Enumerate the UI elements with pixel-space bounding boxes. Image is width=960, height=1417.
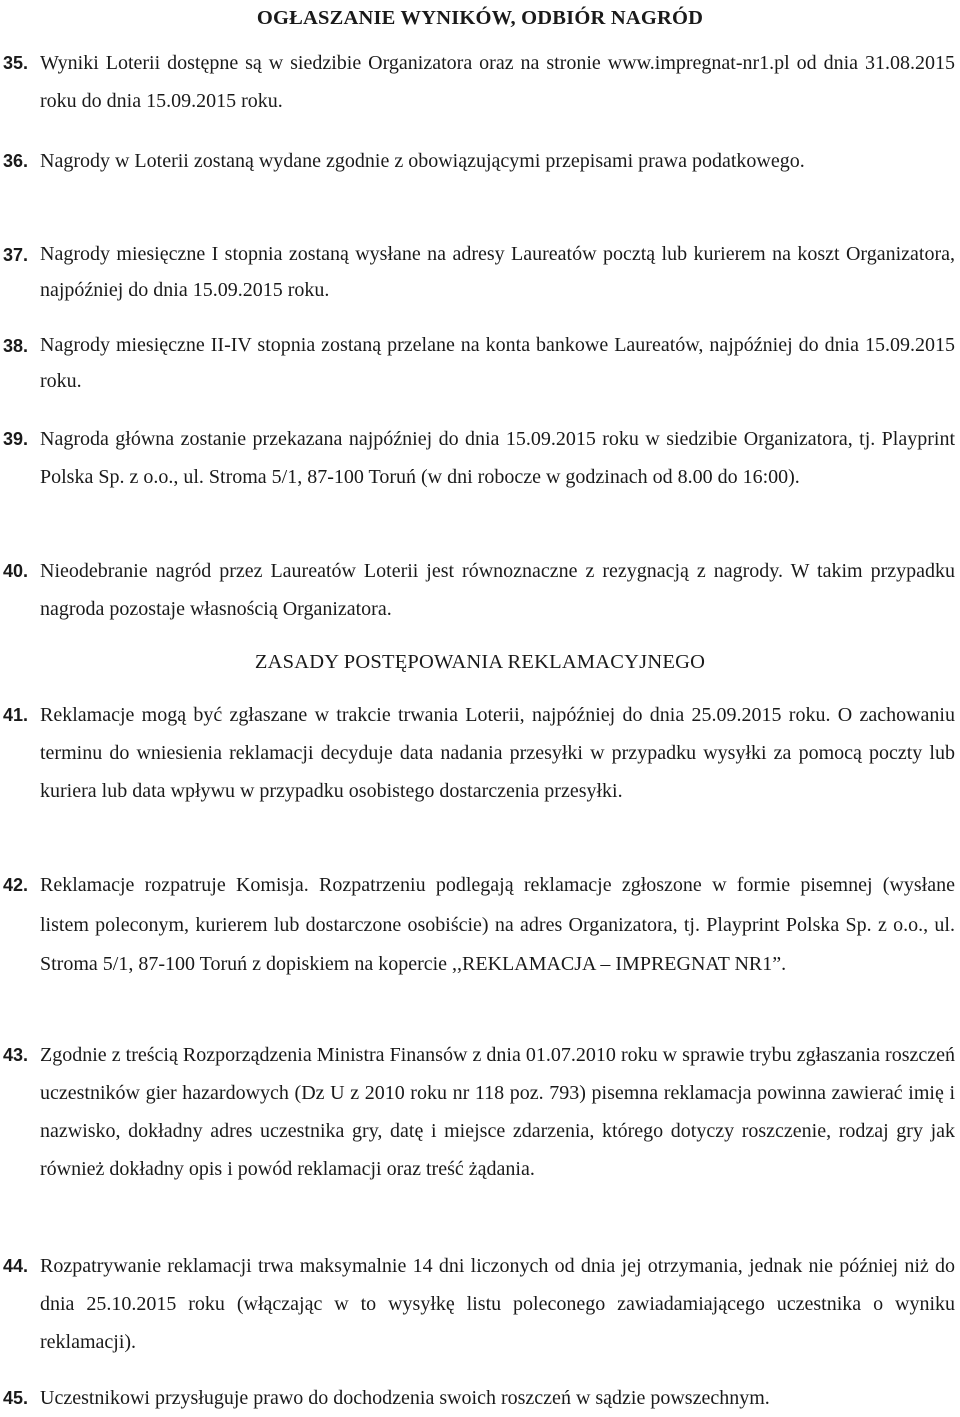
item-number: 36.: [3, 151, 29, 171]
list-item-40: [0, 552, 955, 628]
item-number: 45.: [3, 1388, 29, 1408]
list-item-37: [0, 236, 955, 308]
list-item-44: [0, 1247, 955, 1361]
item-number: 37.: [3, 245, 29, 265]
item-number: 40.: [3, 561, 29, 581]
list-item-45: [0, 1379, 955, 1417]
item-text: Nagrody miesięczne I stopnia zostaną wysłane na adresy Laureatów pocztą lub kurierem na koszt Organizatora, najpóźniej do dnia 15.09.2015 roku.: [40, 243, 955, 301]
item-number: 43.: [3, 1045, 29, 1065]
item-text: Reklamacje mogą być zgłaszane w trakcie trwania Loterii, najpóźniej do dnia 25.09.2015 roku. O zachowaniu terminu do wniesienia reklamacji decyduje data nadania przesyłki w przypadku wysyłki za pomocą poczty lub kuriera lub data wpływu w przypadku osobistego dostarczenia przesyłki.: [40, 704, 955, 802]
item-number: 35.: [3, 53, 29, 73]
item-number: 42.: [3, 875, 29, 895]
item-number: 41.: [3, 705, 29, 725]
list-item-42: [0, 866, 955, 985]
item-number: 44.: [3, 1256, 29, 1276]
item-number: 38.: [3, 336, 29, 356]
section-heading-results: OGŁASZANIE WYNIKÓW, ODBIÓR NAGRÓD: [256, 7, 704, 29]
item-text: Nagrody w Loterii zostaną wydane zgodnie z obowiązującymi przepisami prawa podatkowego.: [40, 150, 805, 172]
item-text: Nieodebranie nagród przez Laureatów Loterii jest równoznaczne z rezygnacją z nagrody. W takim przypadku nagroda pozostaje własnością Organizatora.: [40, 560, 955, 620]
section-heading-complaints: ZASADY POSTĘPOWANIA REKLAMACYJNEGO: [254, 651, 706, 673]
item-text: Zgodnie z treścią Rozporządzenia Ministra Finansów z dnia 01.07.2010 roku w sprawie trybu zgłaszania roszczeń uczestników gier hazardowych (Dz U z 2010 roku nr 118 poz. 793) pisemna reklamacja powinna zawierać imię i nazwisko, dokładny adres uczestnika gry, datę i miejsce zdarzenia, którego dotyczy roszczenie, rodzaj gry jak również dokładny opis i powód reklamacji oraz treść żądania.: [40, 1044, 955, 1180]
list-item-38: [0, 327, 955, 399]
item-text: Nagroda główna zostanie przekazana najpóźniej do dnia 15.09.2015 roku w siedzibie Organizatora, tj. Playprint Polska Sp. z o.o., ul. Stroma 5/1, 87-100 Toruń (w dni robocze w godzinach od 8.00 do 16:00).: [40, 428, 955, 488]
item-number: 39.: [3, 429, 29, 449]
list-item-39: [0, 420, 955, 496]
item-text: Uczestnikowi przysługuje prawo do dochodzenia swoich roszczeń w sądzie powszechnym.: [40, 1387, 770, 1409]
list-item-41: [0, 696, 955, 810]
item-text: Wyniki Loterii dostępne są w siedzibie Organizatora oraz na stronie www.impregnat-nr1.pl od dnia 31.08.2015 roku do dnia 15.09.2015 roku.: [40, 52, 955, 112]
list-item-35: [0, 44, 955, 120]
list-item-36: [0, 142, 955, 180]
item-text: Reklamacje rozpatruje Komisja. Rozpatrzeniu podlegają reklamacje zgłoszone w formie pisemnej (wysłane listem poleconym, kurierem lub dostarczone osobiście) na adres Organizatora, tj. Playprint Polska Sp. z o.o., ul. Stroma 5/1, 87-100 Toruń z dopiskiem na kopercie ,,REKLAMACJA – IMPREGNAT NR1”.: [40, 874, 955, 975]
item-text: Nagrody miesięczne II-IV stopnia zostaną przelane na konta bankowe Laureatów, najpóźniej do dnia 15.09.2015 roku.: [40, 334, 955, 392]
list-item-43: [0, 1036, 955, 1188]
item-text: Rozpatrywanie reklamacji trwa maksymalnie 14 dni liczonych od dnia jej otrzymania, jednak nie później niż do dnia 25.10.2015 roku (włączając w to wysyłkę listu poleconego zawiadamiającego uczestnika o wyniku reklamacji).: [40, 1255, 955, 1353]
